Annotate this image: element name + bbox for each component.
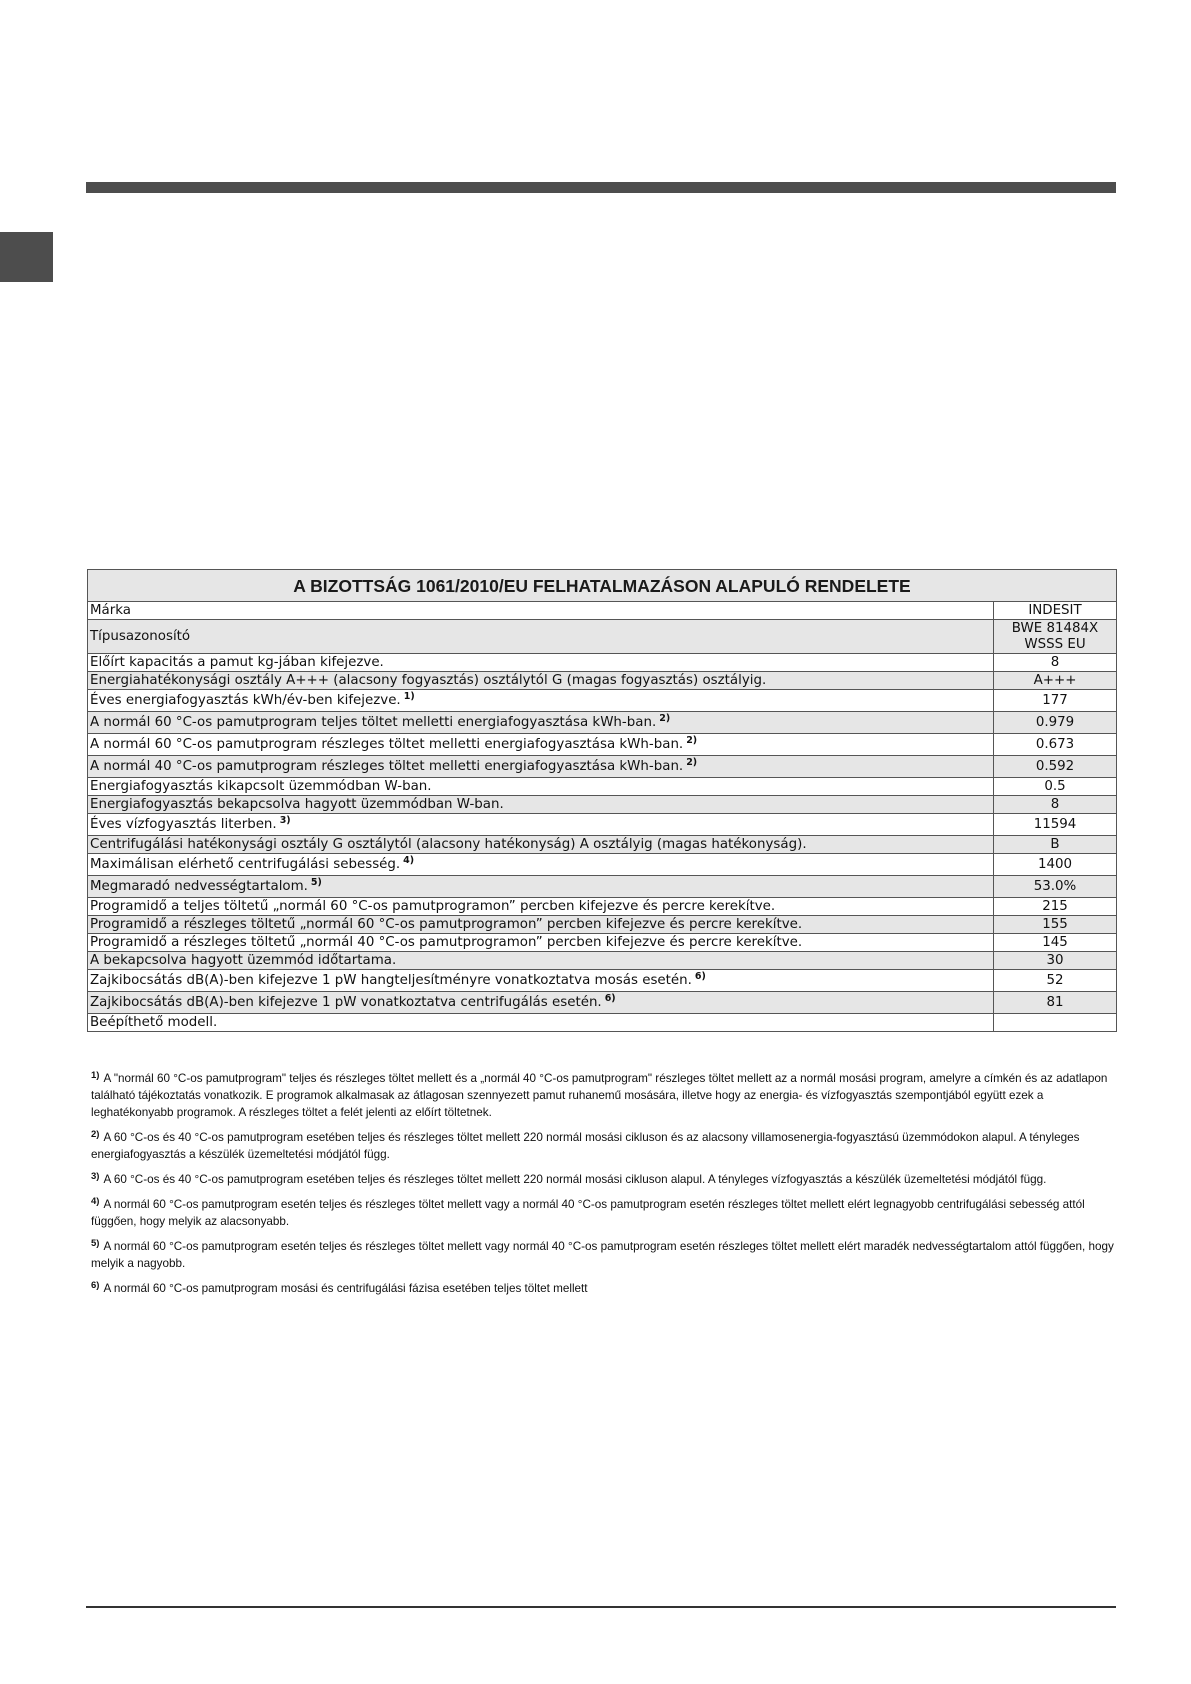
row-label: Márka [88,602,994,620]
row-label: Energiafogyasztás kikapcsolt üzemmódban W-ban. [88,778,994,796]
footnote-ref: 2) [659,712,671,724]
row-value: 0.673 [994,734,1117,756]
row-label [88,756,994,778]
row-label: Típusazonosító [88,620,994,654]
footnote [91,1171,1121,1188]
footnote-ref: 4) [403,854,415,866]
row-label [88,854,994,876]
row-label: Programidő a részleges töltetű „normál 60 °C-os pamutprogramon” percben kifejezve és percre kerekítve. [88,916,994,934]
footnote-mark: 6) [91,1280,100,1291]
row-label: Előírt kapacitás a pamut kg-jában kifejezve. [88,654,994,672]
row-value: 155 [994,916,1117,934]
row-value: 215 [994,898,1117,916]
row-value: 177 [994,690,1117,712]
row-label-text: A normál 60 °C-os pamutprogram részleges töltet melletti energiafogyasztása kWh-ban. [90,736,684,752]
footnote-ref: 1) [403,690,415,702]
footnote-mark: 1) [91,1070,100,1081]
row-label: Energiafogyasztás bekapcsolva hagyott üzemmódban W-ban. [88,796,994,814]
row-label-text: Maximálisan elérhető centrifugálási sebesség. [90,856,401,872]
row-label-text: Megmaradó nedvességtartalom. [90,878,308,894]
footnote-ref: 2) [686,734,698,746]
product-fiche-table [87,569,1117,1032]
row-label-text: Zajkibocsátás dB(A)-ben kifejezve 1 pW hangteljesítményre vonatkoztatva mosás esetén. [90,972,692,988]
row-value: A+++ [994,672,1117,690]
row-value: 81 [994,992,1117,1014]
footnote-mark: 3) [91,1171,100,1182]
row-label [88,690,994,712]
row-label: Energiahatékonysági osztály A+++ (alacsony fogyasztás) osztálytól G (magas fogyasztás) osztályig. [88,672,994,690]
row-label: A bekapcsolva hagyott üzemmód időtartama. [88,952,994,970]
row-value: INDESIT [994,602,1117,620]
footnote [91,1238,1121,1272]
row-value: 8 [994,796,1117,814]
footnote-text: A normál 60 °C-os pamutprogram mosási és centrifugálási fázisa esetében teljes töltet mellett [103,1282,588,1295]
row-label [88,992,994,1014]
row-label [88,814,994,836]
row-label: Beépíthető modell. [88,1014,994,1032]
footnote-text: A "normál 60 °C-os pamutprogram" teljes és részleges töltet mellett és a „normál 40 °C-os pamutprogram" részleges töltet mellett az a normál mosási program, amelyre a címkén és az adatlapon található tájékoztatás vonatkozik. E programok alkalmasak az átlagosan szennyezett pamut ruhanemű mosására, illetve hogy az energia- és vízfogyasztás szempontjából együtt ezek a leghatékonyabb programok. A részleges töltet a felét jelenti az előírt töltetnek. [91,1072,1108,1119]
row-label: Centrifugálási hatékonysági osztály G osztálytól (alacsony hatékonyság) A osztályig (magas hatékonyság). [88,836,994,854]
footnote-ref: 3) [279,814,291,826]
footnote [91,1070,1121,1121]
row-value: 145 [994,934,1117,952]
row-value [994,1014,1117,1032]
row-label-text: A normál 40 °C-os pamutprogram részleges töltet melletti energiafogyasztása kWh-ban. [90,758,684,774]
footnote-text: A normál 60 °C-os pamutprogram esetén teljes és részleges töltet mellett vagy normál 40 °C-os pamutprogram esetén részleges töltet mellett elért maradék nedvességtartalom attól függően, hogy melyik a nagyobb. [91,1240,1114,1270]
footnote-text: A 60 °C-os és 40 °C-os pamutprogram esetében teljes és részleges töltet mellett 220 normál mosási cikluson alapul. A tényleges vízfogyasztás a készülék üzemeltetési módjától függ. [103,1173,1047,1186]
footnote-ref: 6) [694,970,706,982]
footnote-ref: 5) [310,876,322,888]
row-label: Programidő a teljes töltetű „normál 60 °C-os pamutprogramon” percben kifejezve és percre kerekítve. [88,898,994,916]
footnotes [91,1070,1121,1305]
row-value: 8 [994,654,1117,672]
row-value: 11594 [994,814,1117,836]
row-value [994,620,1117,654]
row-label-text: Éves energiafogyasztás kWh/év-ben kifejezve. [90,692,401,708]
model-line-2: WSSS EU [1024,636,1086,652]
footnote [91,1129,1121,1163]
row-value: 30 [994,952,1117,970]
footnote-mark: 2) [91,1129,100,1140]
row-value: B [994,836,1117,854]
row-label: Programidő a részleges töltetű „normál 40 °C-os pamutprogramon” percben kifejezve és percre kerekítve. [88,934,994,952]
row-label-text: A normál 60 °C-os pamutprogram teljes töltet melletti energiafogyasztása kWh-ban. [90,714,657,730]
row-label [88,970,994,992]
row-value: 0.979 [994,712,1117,734]
footnote [91,1196,1121,1230]
footnote-ref: 6) [604,992,616,1004]
footnote-mark: 4) [91,1196,100,1207]
row-value: 0.592 [994,756,1117,778]
footnote-mark: 5) [91,1238,100,1249]
row-label [88,876,994,898]
footnote-text: A normál 60 °C-os pamutprogram esetén teljes és részleges töltet mellett vagy a normál 40 °C-os pamutprogram esetén részleges töltet mellett elért legnagyobb centrifugálási sebesség attól függően, hogy melyik az alacsonyabb. [91,1198,1085,1228]
row-value: 52 [994,970,1117,992]
row-value: 1400 [994,854,1117,876]
row-value: 53.0% [994,876,1117,898]
row-label [88,712,994,734]
row-label-text: Zajkibocsátás dB(A)-ben kifejezve 1 pW vonatkoztatva centrifugálás esetén. [90,994,602,1010]
row-label [88,734,994,756]
row-value: 0.5 [994,778,1117,796]
footnote-text: A 60 °C-os és 40 °C-os pamutprogram esetében teljes és részleges töltet mellett 220 normál mosási cikluson és az alacsony villamosenergia-fogyasztású üzemmódokon alapul. A tényleges energiafogyasztás a készülék üzemeltetési módjától függ. [91,1131,1080,1161]
footnote-ref: 2) [686,756,698,768]
row-label-text: Éves vízfogyasztás literben. [90,816,277,832]
table-title: A BIZOTTSÁG 1061/2010/EU FELHATALMAZÁSON ALAPULÓ RENDELETE [88,570,1117,602]
model-line-1: BWE 81484X [1011,620,1099,636]
section-tab-marker [0,232,53,282]
footnote [91,1280,1121,1297]
footer-rule [86,1606,1116,1608]
header-rule [86,182,1116,193]
